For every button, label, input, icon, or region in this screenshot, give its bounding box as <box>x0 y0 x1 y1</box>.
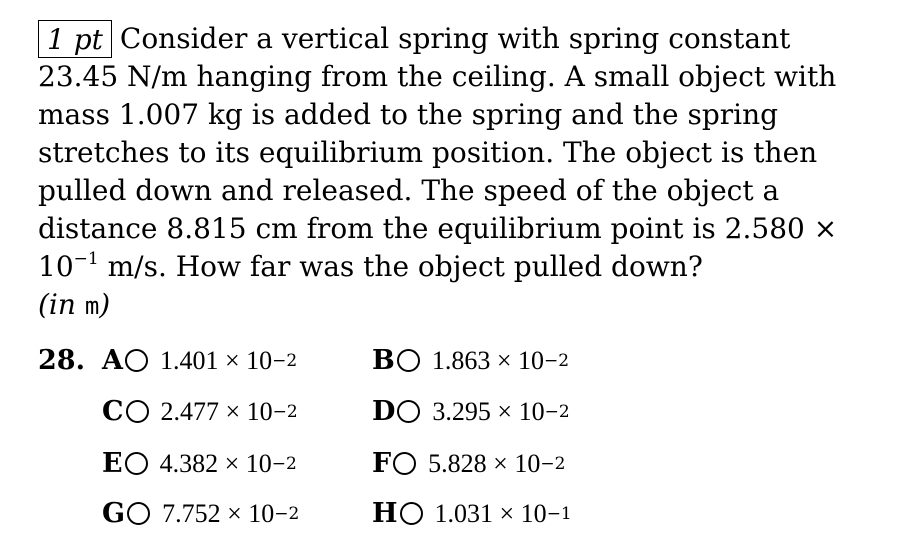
choice-g[interactable]: G 7.752 × 10 −2 <box>102 498 300 529</box>
choice-letter: F <box>372 448 392 479</box>
choice-letter: G <box>102 498 126 529</box>
radio-bubble-icon[interactable] <box>393 452 416 475</box>
radio-bubble-icon[interactable] <box>125 452 148 475</box>
radio-bubble-icon[interactable] <box>400 502 423 525</box>
units-unit: m <box>84 292 100 320</box>
choice-e[interactable]: E 4.382 × 10 −2 <box>102 448 297 479</box>
radio-bubble-icon[interactable] <box>127 502 150 525</box>
choice-value: 1.401 × 10 <box>159 345 273 375</box>
units-open: (in <box>38 288 85 321</box>
choice-value: 3.295 × 10 <box>432 396 545 426</box>
choice-f[interactable]: F 5.828 × 10 −2 <box>372 448 566 479</box>
question-text-part1: Consider a vertical spring with spring constant 23.45 N/m hanging from the ceiling. A small object with mass 1.007 kg is added to the spring and the spring stretches to its equilibrium position. The object is then pulled down and released. The speed of the object a distance 8.815 cm from the equilibrium point is 2.580 × 10 <box>38 22 838 283</box>
choice-b[interactable]: B 1.863 × 10 −2 <box>372 345 570 376</box>
units-note <box>38 288 110 321</box>
radio-bubble-icon[interactable] <box>125 349 148 372</box>
choice-h[interactable]: H 1.031 × 10 −1 <box>372 498 572 529</box>
units-close: ) <box>99 288 111 321</box>
choice-value: 1.863 × 10 <box>431 345 544 375</box>
choice-a[interactable]: A 1.401 × 10 −2 <box>102 345 298 376</box>
choice-d[interactable]: D 3.295 × 10 −2 <box>372 396 570 427</box>
radio-bubble-icon[interactable] <box>397 349 420 372</box>
radio-bubble-icon[interactable] <box>126 400 149 423</box>
choice-value: 7.752 × 10 <box>162 498 275 528</box>
choice-value: 1.031 × 10 <box>434 498 547 528</box>
choice-letter: D <box>372 396 396 427</box>
choice-letter: C <box>102 396 124 427</box>
question-exponent: −1 <box>73 249 99 269</box>
points-box: 1 pt <box>38 20 112 58</box>
choice-letter: A <box>102 345 123 376</box>
question-block <box>38 20 872 325</box>
question-number: 28. <box>38 345 85 376</box>
choice-value: 5.828 × 10 <box>428 448 541 478</box>
radio-bubble-icon[interactable] <box>397 400 420 423</box>
choice-c[interactable]: C 2.477 × 10 −2 <box>102 396 298 427</box>
question-text-part2: m/s. How far was the object pulled down? <box>98 250 703 283</box>
choice-value: 4.382 × 10 <box>159 448 272 478</box>
choice-letter: B <box>372 345 395 376</box>
choice-letter: H <box>372 498 398 529</box>
choice-letter: E <box>102 448 123 479</box>
choice-value: 2.477 × 10 <box>160 396 273 426</box>
